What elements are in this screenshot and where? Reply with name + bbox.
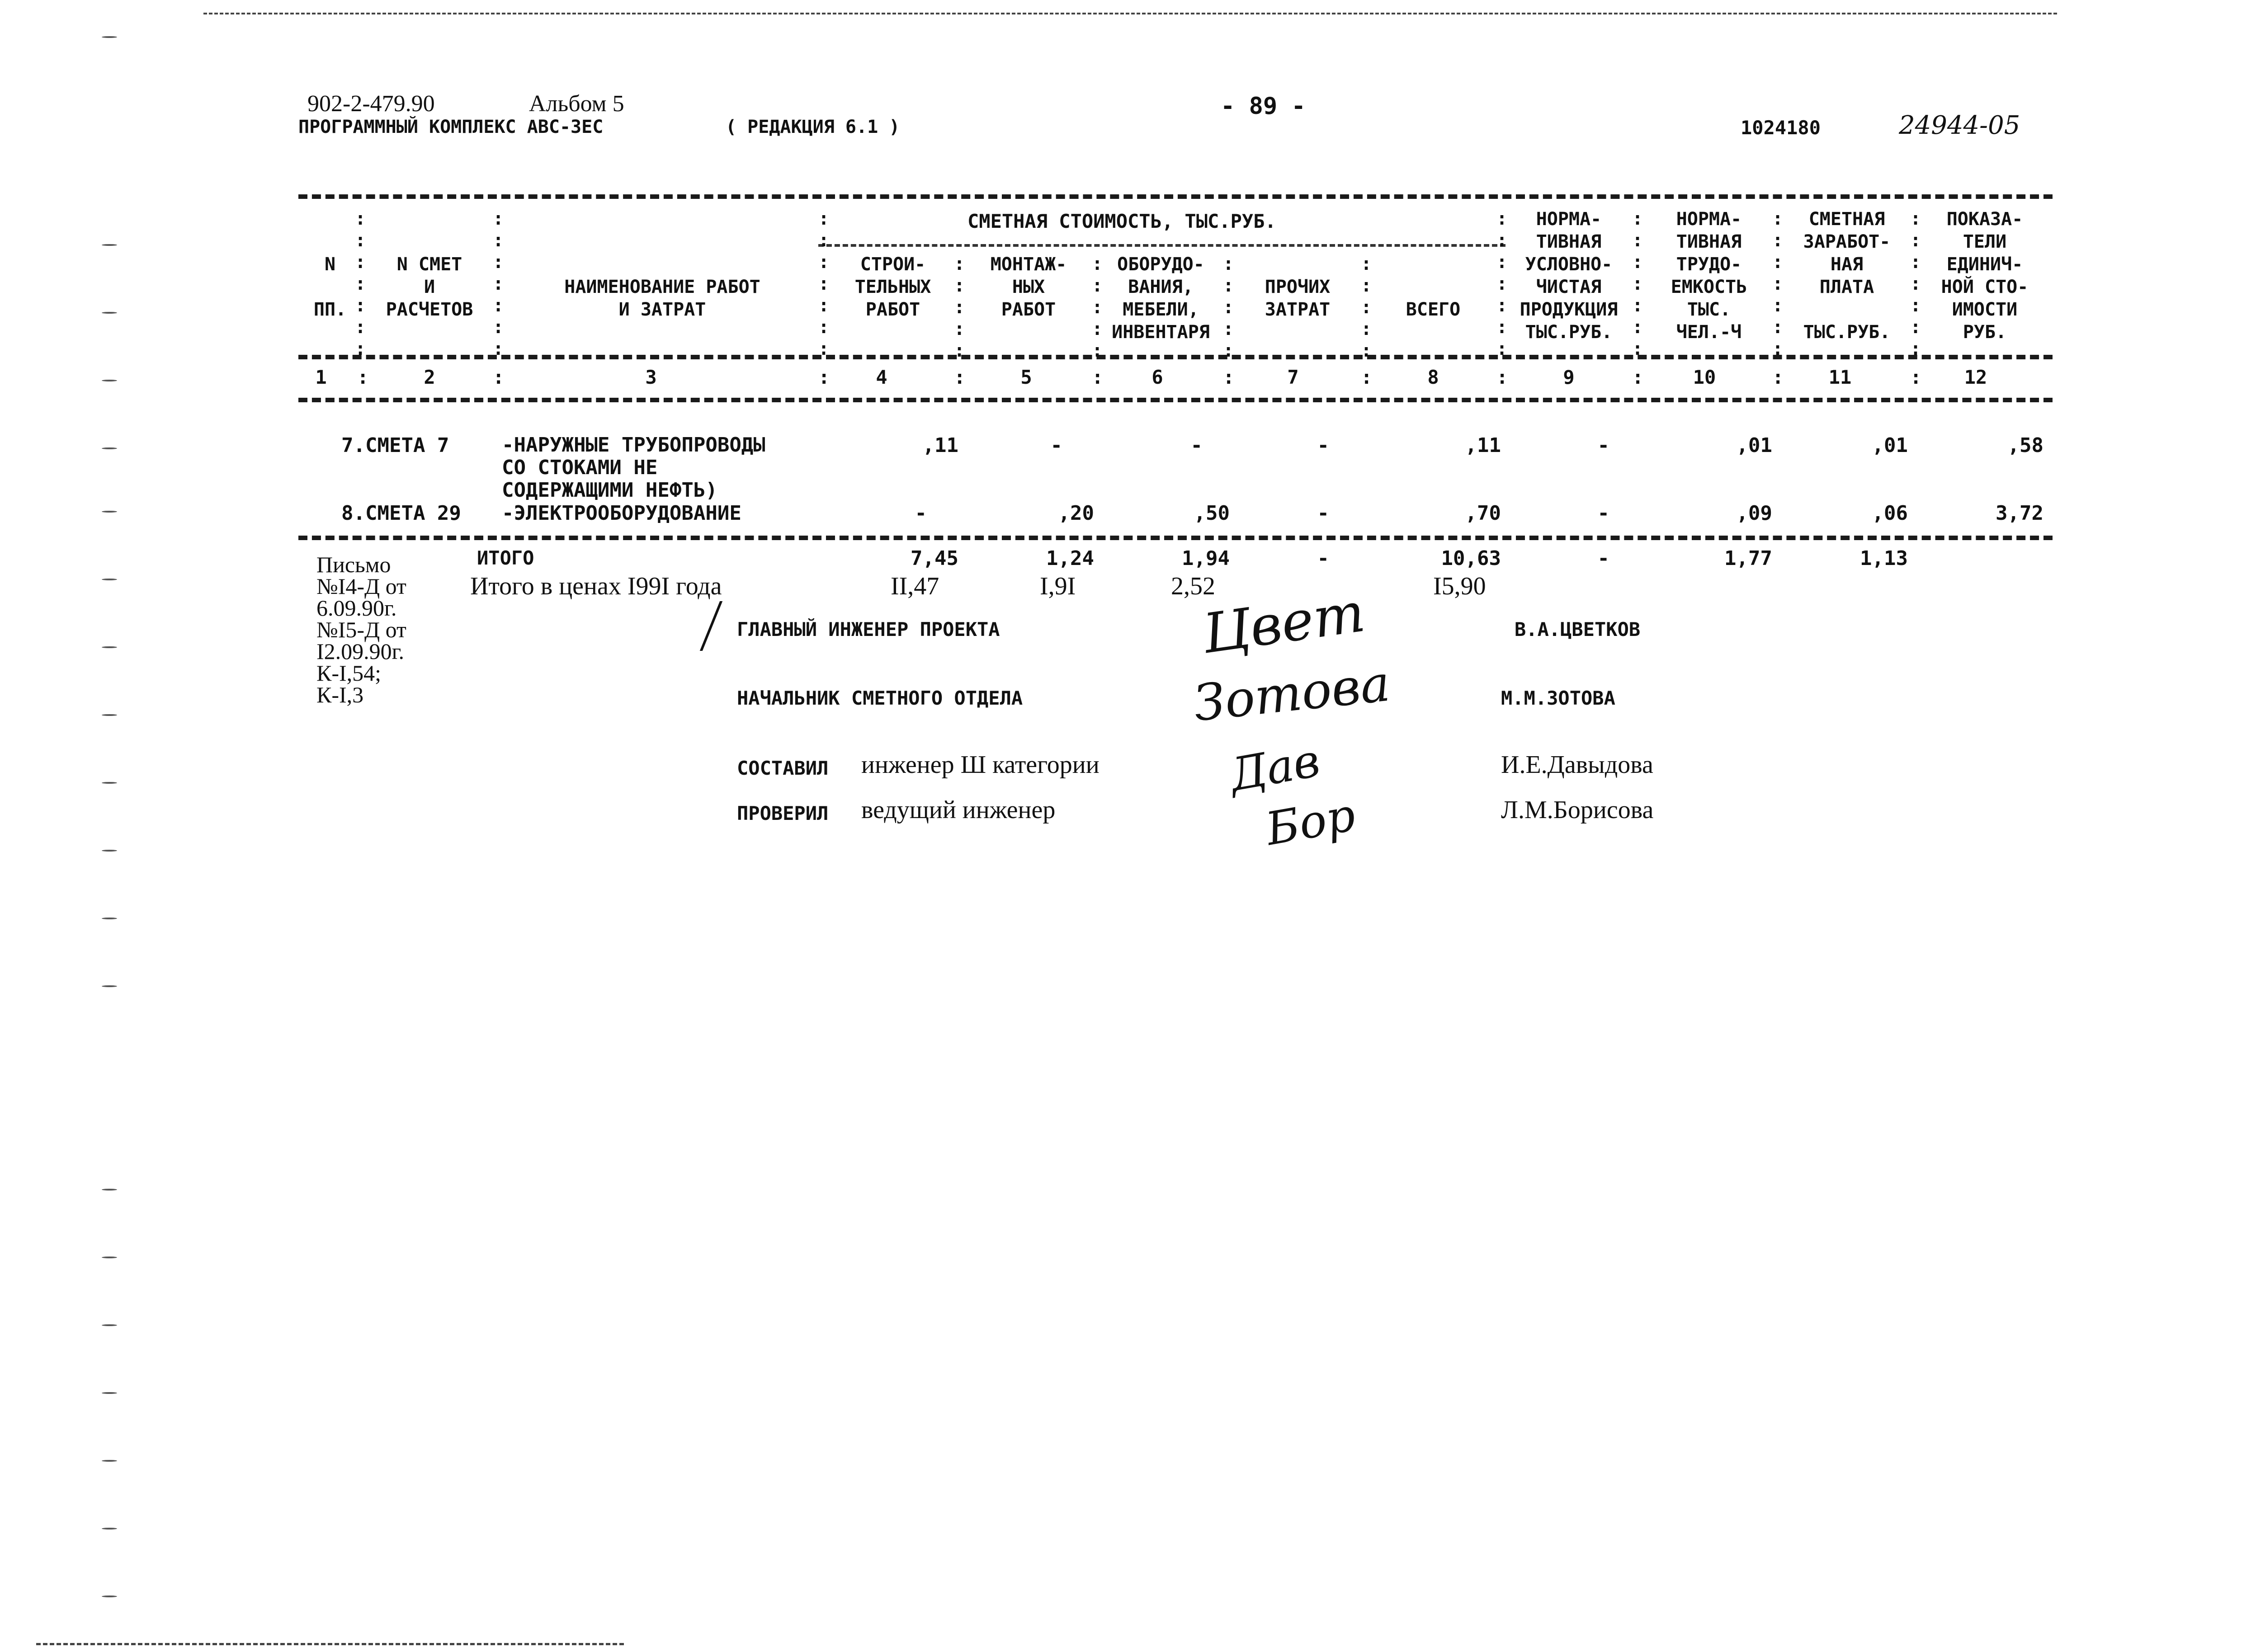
col-num-6: 6: [1151, 366, 1163, 388]
cell-c7: -: [1317, 502, 1329, 525]
cell-c10: ,01: [1736, 434, 1772, 457]
name-checked: Л.М.Борисова: [1501, 796, 1654, 824]
role-chief-engineer: ГЛАВНЫЙ ИНЖЕНЕР ПРОЕКТА: [737, 618, 1000, 640]
col-header-12: ПОКАЗА- ТЕЛИ ЕДИНИЧ- НОЙ СТО- ИМОСТИ РУБ.: [1941, 209, 2029, 343]
role-compiled: СОСТАВИЛ: [737, 757, 829, 779]
col-header-2: N СМЕТ И РАСЧЕТОВ: [386, 254, 473, 320]
row-estimate: 8.СМЕТА 29: [341, 502, 461, 525]
col-num-separators: :: [1632, 366, 1644, 388]
cell-c7: -: [1317, 434, 1329, 457]
total-1991-label: Итого в ценах I99I года: [470, 572, 722, 600]
col-num-separators: :: [1223, 366, 1235, 388]
program-label: ПРОГРАММНЫЙ КОМПЛЕКС АВС-ЗЕС: [298, 117, 604, 137]
cell-c6: -: [1190, 434, 1203, 457]
group-header-divider: [818, 244, 1505, 247]
col-num-12: 12: [1964, 366, 1987, 388]
margin-note-line: К-I,3: [316, 682, 364, 707]
cell-c11: ,01: [1872, 434, 1908, 457]
margin-note-line: 6.09.90г.: [316, 595, 397, 621]
edition-label: ( РЕДАКЦИЯ 6.1 ): [726, 117, 900, 137]
signature-chief-engineer: Цвет: [1199, 581, 1369, 666]
total-c11: 1,13: [1860, 547, 1908, 570]
total-label: ИТОГО: [477, 547, 534, 569]
total-c4: 7,45: [911, 547, 958, 570]
project-code: 902-2-479.90: [307, 91, 435, 117]
name-chief-engineer: В.А.ЦВЕТКОВ: [1515, 618, 1641, 640]
col-num-10: 10: [1693, 366, 1716, 388]
col-num-7: 7: [1287, 366, 1299, 388]
col-num-4: 4: [876, 366, 887, 388]
margin-note: [316, 554, 406, 706]
album-label: Альбом 5: [529, 91, 624, 117]
col-header-4: СТРОИ- ТЕЛЬНЫХ РАБОТ: [854, 254, 931, 320]
total-1991-c8: I5,90: [1433, 572, 1486, 600]
cell-c8: ,70: [1465, 502, 1501, 525]
signature-estimating-head: Зотова: [1191, 654, 1393, 733]
col-num-separators: :: [1092, 366, 1104, 388]
col-num-separators: :: [818, 366, 830, 388]
cell-c9: -: [1597, 502, 1609, 525]
role-checked-hand: ведущий инженер: [861, 796, 1056, 824]
col-header-7: ПРОЧИХ ЗАТРАТ: [1265, 277, 1331, 320]
row-name: -ЭЛЕКТРООБОРУДОВАНИЕ: [502, 502, 741, 525]
col-num-9: 9: [1563, 366, 1575, 388]
name-estimating-head: М.М.ЗОТОВА: [1501, 687, 1615, 709]
margin-note-line: I2.09.90г.: [316, 639, 405, 664]
col-num-8: 8: [1427, 366, 1439, 388]
cell-c5: ,20: [1058, 502, 1094, 525]
cell-c12: 3,72: [1996, 502, 2043, 525]
col-num-2: 2: [424, 366, 435, 388]
total-1991-c6: 2,52: [1171, 572, 1215, 600]
header-bottom-border: [298, 355, 2053, 359]
cell-c6: ,50: [1194, 502, 1230, 525]
col-num-separators: :: [357, 366, 369, 388]
handwritten-code: 24944-05: [1899, 111, 2020, 140]
total-c9: -: [1597, 547, 1609, 570]
top-scan-line: [203, 13, 2057, 14]
signature-compiled: Дав: [1226, 734, 1324, 802]
role-estimating-head: НАЧАЛЬНИК СМЕТНОГО ОТДЕЛА: [737, 687, 1023, 709]
col-num-separators: :: [1496, 366, 1508, 388]
bottom-scan-line: [36, 1643, 624, 1645]
cell-c9: -: [1597, 434, 1609, 457]
slash-mark: [700, 601, 722, 651]
col-header-8: ВСЕГО: [1406, 299, 1461, 320]
margin-note-line: №I4-Д от: [316, 574, 406, 599]
total-1991-c5: I,9I: [1040, 572, 1076, 600]
page-number: - 89 -: [1221, 93, 1306, 120]
col-header-6: ОБОРУДО- ВАНИЯ, МЕБЕЛИ, ИНВЕНТАРЯ: [1112, 254, 1210, 343]
table-top-border: [298, 194, 2053, 199]
col-header-11: СМЕТНАЯ ЗАРАБОТ- НАЯ ПЛАТА ТЫС.РУБ.: [1803, 209, 1891, 343]
group-header-cost: СМЕТНАЯ СТОИМОСТЬ, ТЫС.РУБ.: [967, 210, 1276, 232]
col-num-11: 11: [1828, 366, 1852, 388]
col-header-10: НОРМА- ТИВНАЯ ТРУДО- ЕМКОСТЬ ТЫС. ЧЕЛ.-Ч: [1671, 209, 1747, 343]
role-checked: ПРОВЕРИЛ: [737, 802, 829, 824]
row-estimate: 7.СМЕТА 7: [341, 434, 449, 457]
col-header-3: НАИМЕНОВАНИЕ РАБОТ И ЗАТРАТ: [564, 277, 760, 320]
margin-note-line: №I5-Д от: [316, 617, 406, 642]
doc-number: 1024180: [1741, 117, 1821, 139]
total-c7: -: [1317, 547, 1329, 570]
margin-note-line: Письмо: [316, 552, 391, 577]
cell-c5: -: [1050, 434, 1062, 457]
rows-bottom-border: [298, 536, 2053, 540]
col-num-separators: :: [1772, 366, 1784, 388]
total-c10: 1,77: [1724, 547, 1772, 570]
col-num-separators: :: [1361, 366, 1373, 388]
name-compiled: И.Е.Давыдова: [1501, 751, 1653, 779]
role-compiled-hand: инженер Ш категории: [861, 751, 1100, 779]
total-c5: 1,24: [1046, 547, 1094, 570]
cell-c4: ,11: [922, 434, 958, 457]
cell-c8: ,11: [1465, 434, 1501, 457]
total-c6: 1,94: [1182, 547, 1230, 570]
cell-c12: ,58: [2007, 434, 2043, 457]
signature-checked: Бор: [1262, 788, 1359, 856]
col-num-separators: :: [493, 366, 505, 388]
cell-c4: -: [915, 502, 927, 525]
col-num-5: 5: [1020, 366, 1032, 388]
cell-c11: ,06: [1872, 502, 1908, 525]
total-1991-c4: II,47: [891, 572, 939, 600]
col-num-1: 1: [315, 366, 327, 388]
col-header-5: МОНТАЖ- НЫХ РАБОТ: [990, 254, 1067, 320]
col-num-separators: :: [1910, 366, 1922, 388]
col-header-9: НОРМА- ТИВНАЯ УСЛОВНО- ЧИСТАЯ ПРОДУКЦИЯ ТЫС.РУБ.: [1520, 209, 1618, 343]
col-num-separators: :: [954, 366, 966, 388]
col-header-1: N ПП.: [313, 254, 347, 320]
margin-note-line: К-I,54;: [316, 660, 382, 686]
total-c8: 10,63: [1441, 547, 1501, 570]
row-name: -НАРУЖНЫЕ ТРУБОПРОВОДЫ СО СТОКАМИ НЕ СОДЕРЖАЩИМИ НЕФТЬ): [502, 433, 765, 502]
cell-c10: ,09: [1736, 502, 1772, 525]
col-num-3: 3: [645, 366, 657, 388]
colnum-bottom-border: [298, 398, 2053, 402]
